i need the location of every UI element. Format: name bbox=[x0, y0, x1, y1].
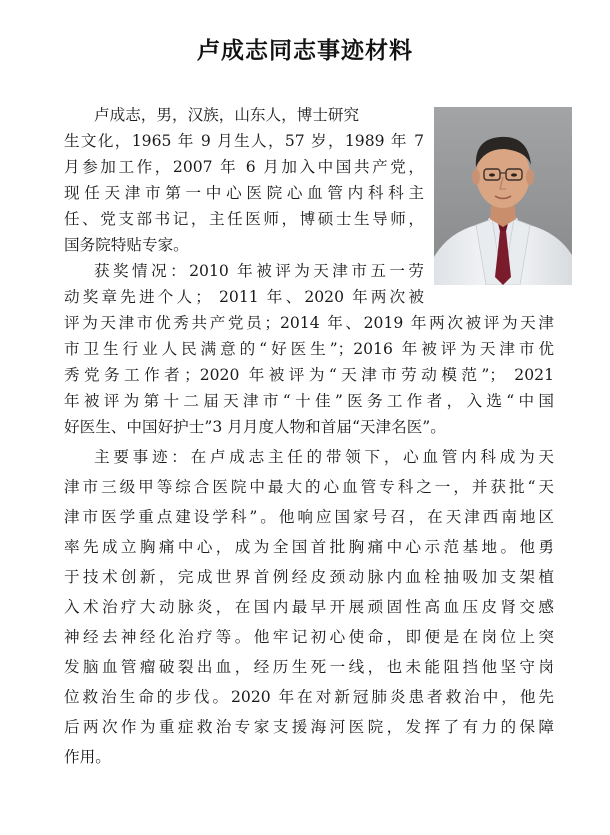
deeds-line-11: 作用。 bbox=[64, 748, 111, 766]
deeds-line-10: 后两次作为重症救治专家支援海河医院，发挥了有力的保障 bbox=[64, 718, 554, 736]
portrait-photo bbox=[434, 107, 572, 285]
awards-line-1: 获奖情况：2010 年被评为天津市五一劳 bbox=[94, 262, 424, 280]
bio-line-1: 卢成志，男，汉族，山东人，博士研究 bbox=[94, 106, 360, 124]
deeds-line-1: 主要事迹：在卢成志主任的带领下，心血管内科成为天 bbox=[94, 448, 554, 466]
deeds-line-6: 入术治疗大动脉炎，在国内最早开展顽固性高血压皮肾交感 bbox=[64, 598, 554, 616]
page-title: 卢成志同志事迹材料 bbox=[197, 38, 413, 64]
deeds-line-7: 神经去神经化治疗等。他牢记初心使命，即便是在岗位上突 bbox=[64, 628, 554, 646]
bio-line-4: 现任天津市第一中心医院心血管内科科主 bbox=[64, 184, 424, 202]
portrait-illustration bbox=[434, 107, 572, 285]
deeds-line-2: 津市三级甲等综合医院中最大的心血管专科之一，并获批“天 bbox=[64, 478, 554, 496]
deeds-line-4: 率先成立胸痛中心，成为全国首批胸痛中心示范基地。他勇 bbox=[64, 538, 554, 556]
deeds-line-8: 发脑血管瘤破裂出血，经历生死一线，也未能阻挡他坚守岗 bbox=[64, 658, 554, 676]
bio-line-6: 国务院特贴专家。 bbox=[64, 236, 189, 254]
awards-line-5: 秀党务工作者；2020 年被评为“天津市劳动模范”； 2021 bbox=[64, 366, 554, 384]
deeds-line-5: 于技术创新，完成世界首例经皮颈动脉内血栓抽吸加支架植 bbox=[64, 568, 554, 586]
bio-line-5: 任、党支部书记，主任医师，博硕士生导师， bbox=[64, 210, 424, 228]
awards-line-6: 年被评为第十二届天津市“十佳”医务工作者，入选“中国 bbox=[64, 392, 554, 410]
deeds-line-3: 津市医学重点建设学科”。他响应国家号召，在天津西南地区 bbox=[64, 508, 554, 526]
bio-line-2: 生文化，1965 年 9 月生人，57 岁，1989 年 7 bbox=[64, 132, 424, 150]
awards-line-3: 评为天津市优秀共产党员；2014 年、2019 年两次被评为天津 bbox=[64, 314, 554, 332]
awards-line-2: 动奖章先进个人； 2011 年、2020 年两次被 bbox=[64, 288, 424, 306]
awards-line-7: 好医生、中国好护士”3 月月度人物和首届“天津名医”。 bbox=[64, 418, 446, 436]
deeds-line-9: 位救治生命的步伐。2020 年在对新冠肺炎患者救治中，他先 bbox=[64, 688, 554, 706]
bio-line-3: 月参加工作，2007 年 6 月加入中国共产党， bbox=[64, 158, 424, 176]
awards-line-4: 市卫生行业人民满意的“好医生”；2016 年被评为天津市优 bbox=[64, 340, 554, 358]
